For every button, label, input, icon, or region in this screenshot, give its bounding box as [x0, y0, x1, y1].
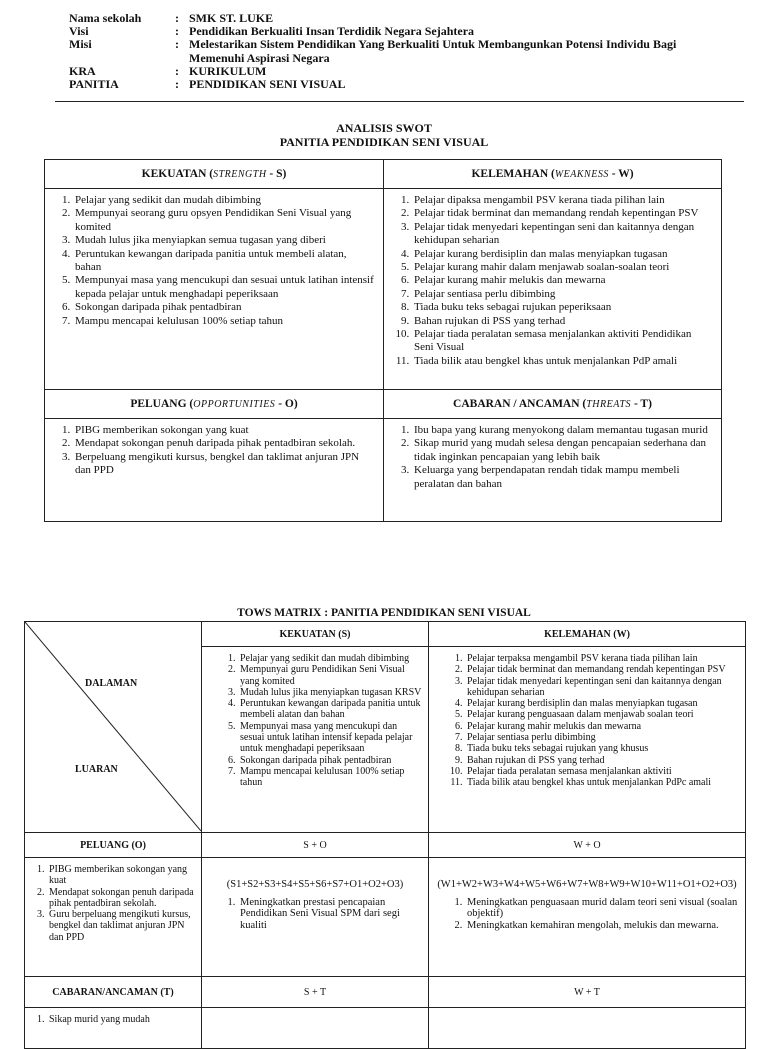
school-info-header [69, 12, 689, 91]
wt-cell [429, 1008, 746, 1049]
list-item: 10. Pelajar tiada peralatan semasa menjalankan aktiviti Pendidikan Seni Visual [412, 328, 713, 355]
wo-formula: (W1+W2+W3+W4+W5+W6+W7+W8+W9+W10+W11+O1+O2+O3) [437, 879, 737, 890]
header-label: PANITIA [69, 77, 119, 92]
wo-strategy-list [429, 890, 745, 931]
threats-cell [384, 419, 722, 522]
list-item: 11. Tiada bilik atau bengkel khas untuk menjalankan PdP amali [412, 355, 713, 368]
list-item: 7. Mampu mencapai kelulusan 100% setiap tahun [238, 766, 422, 789]
header-colon: : [175, 77, 179, 92]
so-formula: (S1+S2+S3+S4+S5+S6+S7+O1+O2+O3) [226, 879, 404, 890]
header-colon: : [175, 11, 179, 25]
list-item: 1. PIBG memberikan sokongan yang kuat [47, 864, 195, 887]
header-label: KRA [69, 63, 96, 78]
opportunities-list [45, 419, 383, 478]
list-item: 2. Pelajar tidak berminat dan memandang rendah kepentingan PSV [465, 664, 739, 675]
list-item: 10. Pelajar tiada peralatan semasa menjalankan aktiviti [465, 766, 739, 777]
list-item: 1. Pelajar terpaksa mengambil PSV kerana tiada pilihan lain [465, 653, 739, 664]
so-cell [202, 858, 429, 977]
list-item: 4. Peruntukan kewangan daripada panitia untuk membeli alatan, bahan [73, 248, 375, 275]
tows-weakness-list [429, 647, 745, 789]
so-strategy-list [202, 890, 428, 931]
list-item: 2. Mempunyai seorang guru opsyen Pendidikan Seni Visual yang komited [73, 207, 375, 234]
list-item: 3. Keluarga yang berpendapatan rendah tidak mampu membeli peralatan dan bahan [412, 464, 713, 491]
dalaman-label: DALAMAN [85, 678, 138, 689]
header-value: Melestarikan Sistem Pendidikan Yang Berkualiti Untuk Membangunkan Potensi Individu Bagi Memenuhi Aspirasi Negara [189, 37, 677, 65]
list-item: 3. Guru berpeluang mengikuti kursus, bengkel dan taklimat anjuran JPN dan PPD [47, 909, 195, 943]
list-item: 1. Pelajar yang sedikit dan mudah dibimbing [238, 653, 422, 664]
list-item: 6. Pelajar kurang mahir melukis dan mewarna [412, 274, 713, 287]
header-colon: : [175, 24, 179, 39]
swot-title: ANALISIS SWOT [336, 121, 432, 135]
list-item: 4. Peruntukan kewangan daripada panitia untuk membeli alatan dan bahan [238, 698, 422, 721]
tows-title: TOWS MATRIX : PANITIA PENDIDIKAN SENI VISUAL [237, 607, 531, 619]
list-item: 8. Tiada buku teks sebagai rujukan peperiksaan [412, 301, 713, 314]
list-item: 2. Mempunyai guru Pendidikan Seni Visual yang komited [238, 664, 422, 687]
list-item: 1. Meningkatkan penguasaan murid dalam teori seni visual (soalan objektif) [465, 897, 739, 920]
list-item: 6. Sokongan daripada pihak pentadbiran [73, 301, 375, 314]
opportunities-cell [45, 419, 384, 522]
list-item: 5. Mempunyai masa yang mencukupi dan sesuai untuk latihan intensif kepada pelajar untuk menghadapi peperiksaan [238, 721, 422, 755]
header-label: Nama sekolah [69, 11, 142, 25]
list-item: 9. Bahan rujukan di PSS yang terhad [465, 755, 739, 766]
weakness-list [384, 189, 721, 372]
header-divider [55, 101, 744, 102]
swot-table [44, 159, 722, 522]
list-item: 3. Mudah lulus jika menyiapkan semua tugasan yang diberi [73, 234, 375, 247]
list-item: 2. Sikap murid yang mudah selesa dengan pencapaian sederhana dan tidak inginkan pencapaian yang lebih baik [412, 437, 713, 464]
list-item: 6. Sokongan daripada pihak pentadbiran [238, 755, 422, 766]
tows-weakness-cell [429, 647, 746, 833]
tows-strength-list [202, 647, 428, 789]
weakness-header: KELEMAHAN (WEAKNESS - W) [384, 160, 722, 189]
header-colon: : [175, 63, 179, 78]
header-label: Visi [69, 24, 89, 39]
tows-strength-cell [202, 647, 429, 833]
list-item: 3. Berpeluang mengikuti kursus, bengkel dan taklimat anjuran JPN dan PPD [73, 451, 375, 478]
cabaran-cell [25, 1008, 202, 1049]
list-item: 2. Mendapat sokongan penuh daripada pihak pentadbiran sekolah. [47, 887, 195, 910]
wo-cell [429, 858, 746, 977]
tows-strength-header: KEKUATAN (S) [202, 622, 429, 647]
list-item: 3. Mudah lulus jika menyiapkan tugasan KRSV [238, 687, 422, 698]
header-value: SMK ST. LUKE [189, 11, 274, 25]
header-row [69, 38, 689, 64]
list-item: 2. Meningkatkan kemahiran mengolah, melukis dan mewarna. [465, 920, 739, 931]
wo-header: W + O [429, 833, 746, 858]
list-item: 8. Tiada buku teks sebagai rujukan yang khusus [465, 743, 739, 754]
header-row [69, 65, 689, 78]
header-row [69, 78, 689, 91]
list-item: 7. Pelajar sentiasa perlu dibimbing [412, 288, 713, 301]
list-item: 1. Meningkatkan prestasi pencapaian Pendidikan Seni Visual SPM dari segi kualiti [238, 897, 422, 931]
list-item: 3. Pelajar tidak menyedari kepentingan seni dan kaitannya dengan kehidupan seharian [465, 676, 739, 699]
peluang-header: PELUANG (O) [25, 833, 202, 858]
list-item: 2. Pelajar tidak berminat dan memandang rendah kepentingan PSV [412, 207, 713, 220]
so-header: S + O [202, 833, 429, 858]
list-item: 3. Pelajar tidak menyedari kepentingan seni dan kaitannya dengan kehidupan seharian [412, 221, 713, 248]
header-colon: : [175, 37, 179, 52]
threats-header: CABARAN / ANCAMAN (THREATS - T) [384, 390, 722, 419]
strength-list [45, 189, 383, 328]
swot-subtitle: PANITIA PENDIDIKAN SENI VISUAL [279, 135, 489, 149]
list-item: 11. Tiada bilik atau bengkel khas untuk menjalankan PdPc amali [465, 777, 739, 788]
list-item: 7. Mampu mencapai kelulusan 100% setiap tahun [73, 315, 375, 328]
list-item: 1. Pelajar dipaksa mengambil PSV kerana tiada pilihan lain [412, 194, 713, 207]
list-item: 5. Pelajar kurang mahir dalam menjawab soalan-soalan teori [412, 261, 713, 274]
cabaran-header: CABARAN/ANCAMAN (T) [25, 977, 202, 1008]
list-item: 1. Ibu bapa yang kurang menyokong dalam memantau tugasan murid [412, 424, 713, 437]
list-item: 5. Pelajar kurang penguasaan dalam menjawab soalan teori [465, 709, 739, 720]
list-item: 9. Bahan rujukan di PSS yang terhad [412, 315, 713, 328]
list-item: 1. Pelajar yang sedikit dan mudah dibimbing [73, 194, 375, 207]
opportunities-header: PELUANG (OPPORTUNITIES - O) [45, 390, 384, 419]
list-item: 6. Pelajar kurang mahir melukis dan mewarna [465, 721, 739, 732]
threats-list [384, 419, 721, 491]
st-cell [202, 1008, 429, 1049]
header-label: Misi [69, 37, 92, 52]
cabaran-list [25, 1008, 201, 1025]
luaran-label: LUARAN [75, 764, 118, 775]
peluang-list [25, 858, 201, 943]
diagonal-line [25, 622, 201, 831]
header-value: Pendidikan Berkualiti Insan Terdidik Negara Sejahtera [189, 24, 475, 39]
tows-diagonal-cell [25, 622, 202, 833]
header-value: KURIKULUM [189, 63, 267, 78]
header-value: PENDIDIKAN SENI VISUAL [189, 77, 346, 92]
list-item: 2. Mendapat sokongan penuh daripada pihak pentadbiran sekolah. [73, 437, 375, 450]
list-item: 5. Mempunyai masa yang mencukupi dan sesuai untuk latihan intensif kepada pelajar untuk menghadapi peperiksaan [73, 274, 375, 301]
strength-header: KEKUATAN (STRENGTH - S) [45, 160, 384, 189]
wt-header: W + T [429, 977, 746, 1008]
list-item: 1. PIBG memberikan sokongan yang kuat [73, 424, 375, 437]
list-item: 1. Sikap murid yang mudah [47, 1014, 195, 1025]
list-item: 4. Pelajar kurang berdisiplin dan malas menyiapkan tugasan [412, 248, 713, 261]
st-header: S + T [202, 977, 429, 1008]
peluang-cell [25, 858, 202, 977]
tows-weakness-header: KELEMAHAN (W) [429, 622, 746, 647]
list-item: 4. Pelajar kurang berdisiplin dan malas menyiapkan tugasan [465, 698, 739, 709]
tows-matrix-table [24, 621, 746, 1049]
list-item: 7. Pelajar sentiasa perlu dibimbing [465, 732, 739, 743]
weakness-cell [384, 189, 722, 390]
strength-cell [45, 189, 384, 390]
